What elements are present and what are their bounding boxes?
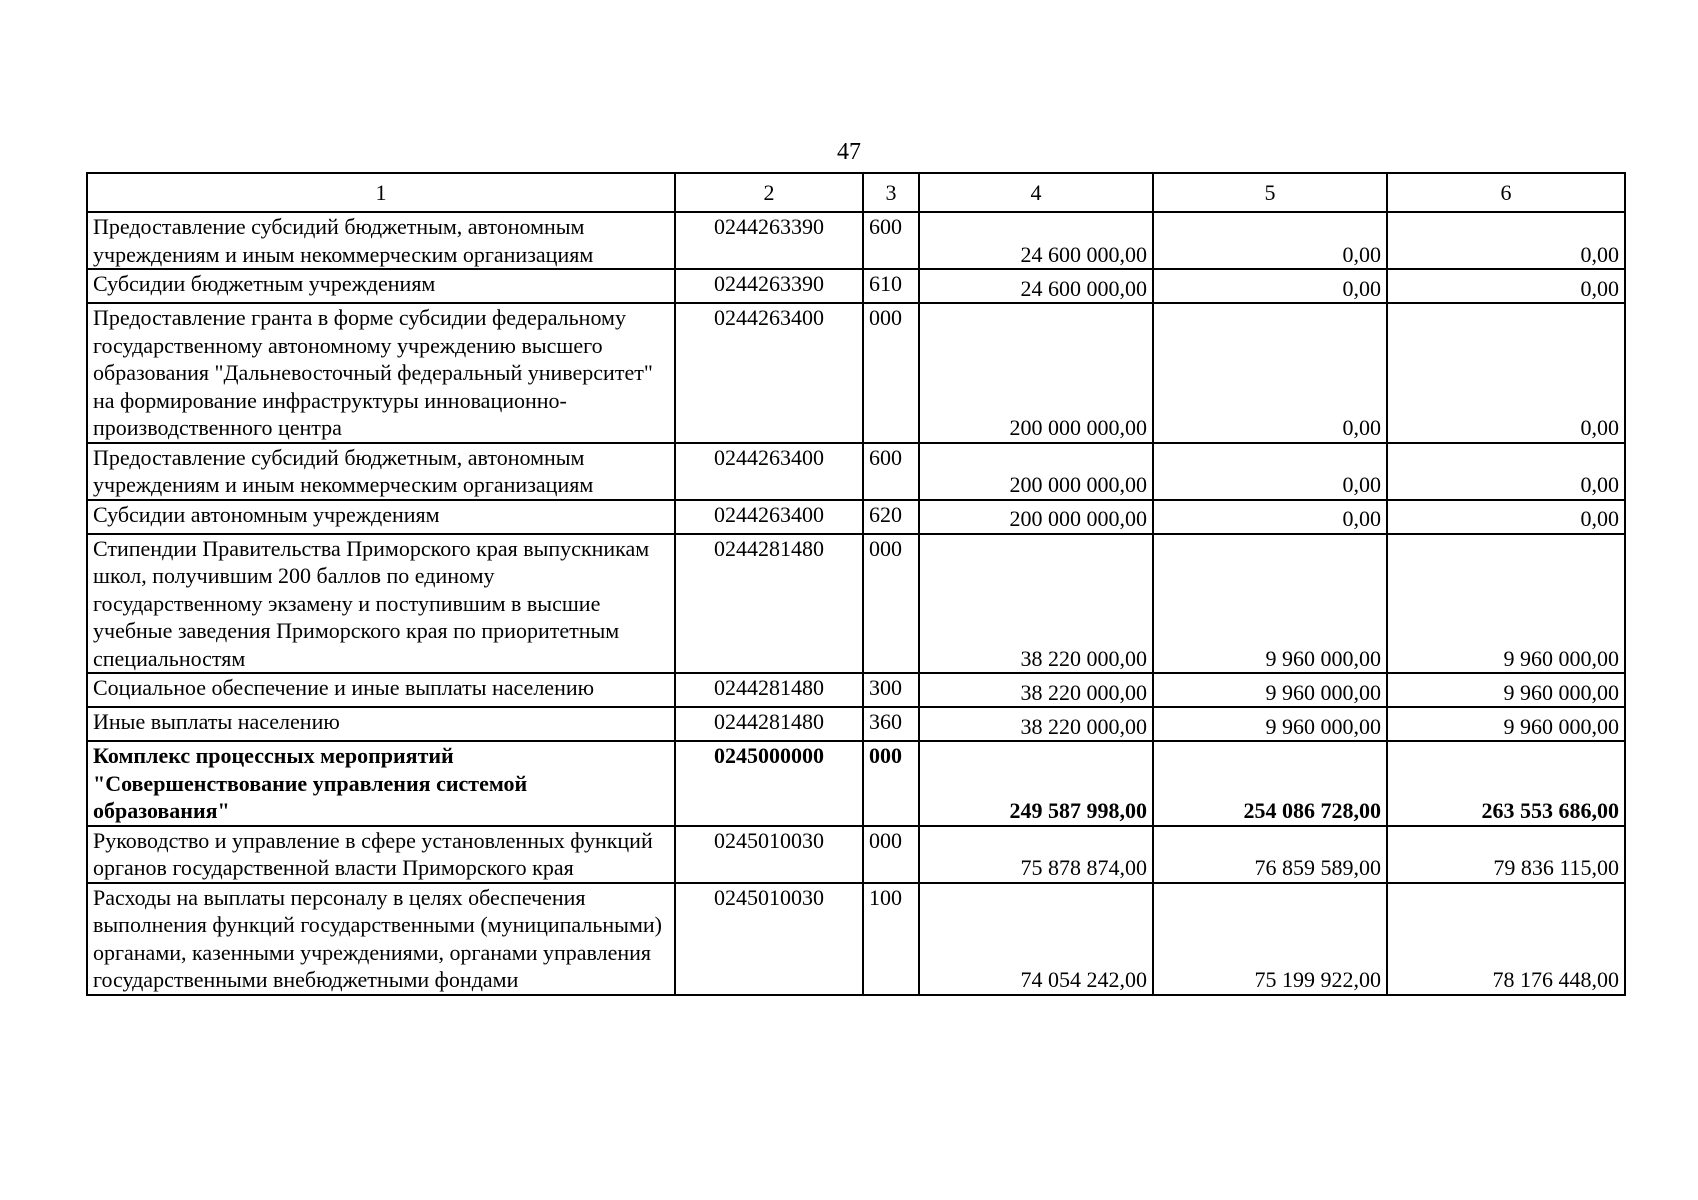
row-expense-type: 620 — [863, 500, 919, 534]
header-col-1: 1 — [87, 173, 675, 212]
row-value-col5: 9 960 000,00 — [1153, 534, 1387, 674]
table-header-row — [87, 173, 1625, 212]
row-expense-type: 000 — [863, 826, 919, 883]
row-value-col4: 200 000 000,00 — [919, 500, 1153, 534]
row-value-col5: 76 859 589,00 — [1153, 826, 1387, 883]
row-value-col4: 24 600 000,00 — [919, 269, 1153, 303]
row-value-col6: 0,00 — [1387, 303, 1625, 443]
row-code: 0245000000 — [675, 741, 863, 826]
row-value-col4: 74 054 242,00 — [919, 883, 1153, 995]
row-value-col6: 0,00 — [1387, 443, 1625, 500]
row-value-col6: 263 553 686,00 — [1387, 741, 1625, 826]
table-row — [87, 269, 1625, 303]
row-name: Расходы на выплаты персоналу в целях обеспечения выполнения функций государственными (муниципальными) органами, казенными учреждениями, органами управления государственными внебюджетными фондами — [87, 883, 675, 995]
row-value-col6: 9 960 000,00 — [1387, 673, 1625, 707]
row-value-col6: 0,00 — [1387, 500, 1625, 534]
row-name: Комплекс процессных мероприятий "Совершенствование управления системой образования" — [87, 741, 675, 826]
header-col-3: 3 — [863, 173, 919, 212]
row-expense-type: 000 — [863, 534, 919, 674]
row-name: Руководство и управление в сфере установленных функций органов государственной власти Приморского края — [87, 826, 675, 883]
row-value-col5: 254 086 728,00 — [1153, 741, 1387, 826]
page-number: 47 — [837, 139, 861, 165]
row-code: 0244263400 — [675, 443, 863, 500]
row-value-col5: 0,00 — [1153, 212, 1387, 269]
budget-table — [86, 172, 1626, 996]
row-value-col6: 0,00 — [1387, 269, 1625, 303]
table-row — [87, 212, 1625, 269]
row-value-col5: 75 199 922,00 — [1153, 883, 1387, 995]
row-value-col5: 9 960 000,00 — [1153, 707, 1387, 741]
table-row — [87, 500, 1625, 534]
table-row — [87, 826, 1625, 883]
row-expense-type: 000 — [863, 303, 919, 443]
row-value-col6: 79 836 115,00 — [1387, 826, 1625, 883]
row-value-col4: 75 878 874,00 — [919, 826, 1153, 883]
header-col-6: 6 — [1387, 173, 1625, 212]
table-row — [87, 883, 1625, 995]
row-value-col6: 9 960 000,00 — [1387, 534, 1625, 674]
header-col-4: 4 — [919, 173, 1153, 212]
row-name: Иные выплаты населению — [87, 707, 675, 741]
row-value-col6: 78 176 448,00 — [1387, 883, 1625, 995]
row-expense-type: 600 — [863, 443, 919, 500]
row-expense-type: 100 — [863, 883, 919, 995]
row-name: Стипендии Правительства Приморского края выпускникам школ, получившим 200 баллов по единому государственному экзамену и поступившим в высшие учебные заведения Приморского края по приоритетным специальностям — [87, 534, 675, 674]
table-row — [87, 673, 1625, 707]
row-value-col5: 0,00 — [1153, 443, 1387, 500]
row-code: 0244281480 — [675, 673, 863, 707]
row-name: Субсидии бюджетным учреждениям — [87, 269, 675, 303]
header-col-2: 2 — [675, 173, 863, 212]
row-value-col6: 9 960 000,00 — [1387, 707, 1625, 741]
row-expense-type: 360 — [863, 707, 919, 741]
row-name: Предоставление субсидий бюджетным, автономным учреждениям и иным некоммерческим организациям — [87, 212, 675, 269]
row-value-col5: 0,00 — [1153, 303, 1387, 443]
row-value-col5: 0,00 — [1153, 500, 1387, 534]
row-name: Предоставление субсидий бюджетным, автономным учреждениям и иным некоммерческим организациям — [87, 443, 675, 500]
row-value-col5: 0,00 — [1153, 269, 1387, 303]
table-row — [87, 741, 1625, 826]
row-expense-type: 600 — [863, 212, 919, 269]
table-row — [87, 534, 1625, 674]
row-expense-type: 000 — [863, 741, 919, 826]
row-code: 0244281480 — [675, 707, 863, 741]
row-value-col4: 200 000 000,00 — [919, 443, 1153, 500]
row-value-col4: 38 220 000,00 — [919, 534, 1153, 674]
header-col-5: 5 — [1153, 173, 1387, 212]
row-expense-type: 610 — [863, 269, 919, 303]
row-name: Субсидии автономным учреждениям — [87, 500, 675, 534]
row-name: Предоставление гранта в форме субсидии федеральному государственному автономному учреждению высшего образования "Дальневосточный федеральный университет" на формирование инфраструктуры инновационно-производственного центра — [87, 303, 675, 443]
row-value-col4: 200 000 000,00 — [919, 303, 1153, 443]
table-row — [87, 707, 1625, 741]
table-row — [87, 303, 1625, 443]
table-row — [87, 443, 1625, 500]
row-expense-type: 300 — [863, 673, 919, 707]
row-value-col4: 38 220 000,00 — [919, 673, 1153, 707]
row-value-col5: 9 960 000,00 — [1153, 673, 1387, 707]
row-value-col4: 249 587 998,00 — [919, 741, 1153, 826]
row-code: 0244263390 — [675, 212, 863, 269]
row-name: Социальное обеспечение и иные выплаты населению — [87, 673, 675, 707]
row-code: 0244263400 — [675, 500, 863, 534]
row-value-col4: 38 220 000,00 — [919, 707, 1153, 741]
row-code: 0244263390 — [675, 269, 863, 303]
row-code: 0244281480 — [675, 534, 863, 674]
row-value-col6: 0,00 — [1387, 212, 1625, 269]
row-code: 0245010030 — [675, 883, 863, 995]
row-code: 0244263400 — [675, 303, 863, 443]
row-code: 0245010030 — [675, 826, 863, 883]
row-value-col4: 24 600 000,00 — [919, 212, 1153, 269]
